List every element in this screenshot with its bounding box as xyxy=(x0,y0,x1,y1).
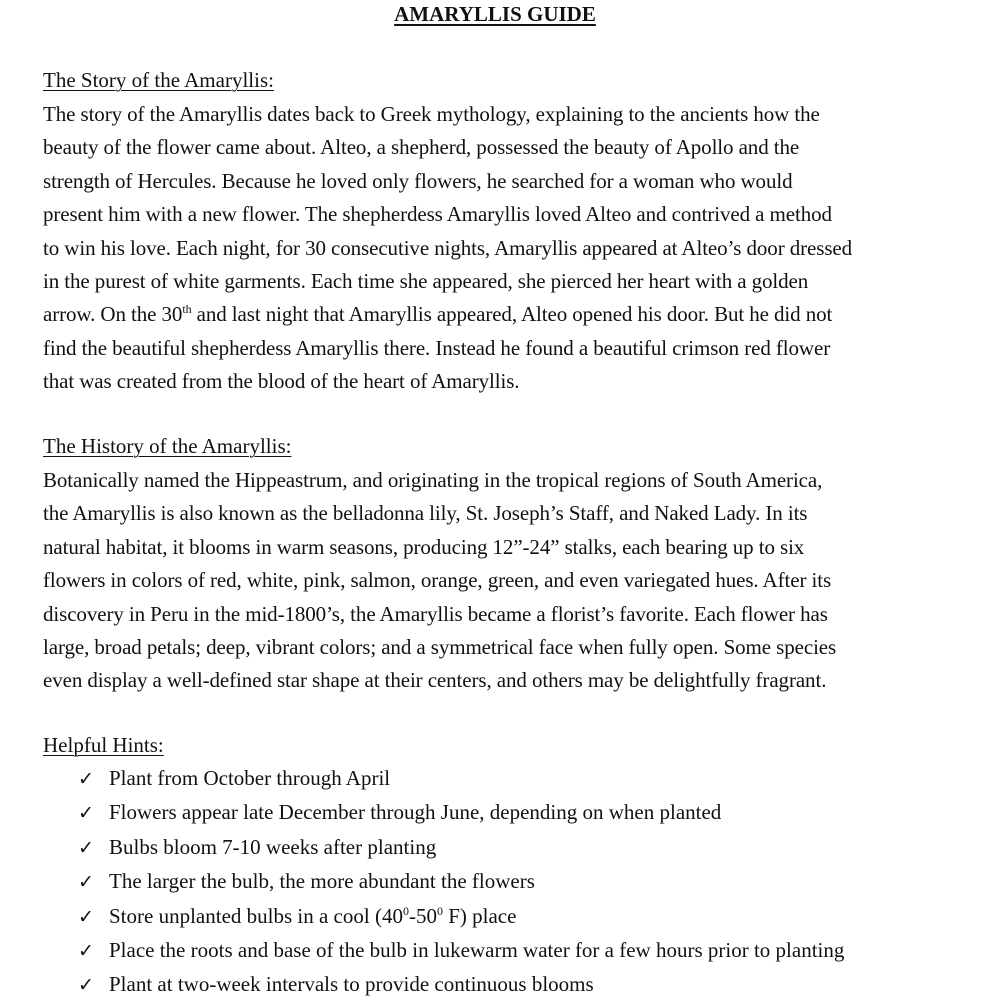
story-line xyxy=(43,298,973,331)
hint-text: Flowers appear late December through June, depending on when planted xyxy=(109,800,722,825)
hint-text-part: F) place xyxy=(442,903,517,928)
history-line: Botanically named the Hippeastrum, and originating in the tropical regions of South America, xyxy=(43,468,823,492)
hint-text: Plant from October through April xyxy=(109,766,391,790)
check-mark-icon: ✓ xyxy=(78,941,94,963)
story-line: beauty of the flower came about. Alteo, a shepherd, possessed the beauty of Apollo and the xyxy=(43,135,800,160)
hint-item xyxy=(78,900,844,934)
story-line-7-start: arrow. On the 30 xyxy=(43,302,183,327)
history-line: flowers in colors of red, white, pink, salmon, orange, green, and even variegated hues. After its xyxy=(43,568,832,593)
hint-text: Plant at two-week intervals to provide continuous blooms xyxy=(109,972,594,997)
history-paragraph xyxy=(43,464,973,698)
history-heading: The History of the Amaryllis: xyxy=(43,434,292,458)
check-mark-icon: ✓ xyxy=(78,872,94,894)
hint-item xyxy=(78,831,844,865)
history-line: large, broad petals; deep, vibrant colors; and a symmetrical face when fully open. Some species xyxy=(43,635,837,660)
hint-text-part: -50 xyxy=(408,903,437,928)
hint-item xyxy=(78,796,844,830)
check-mark-icon: ✓ xyxy=(78,803,94,825)
hint-item xyxy=(78,934,844,968)
hint-item xyxy=(78,865,844,899)
hint-text: Bulbs bloom 7-10 weeks after planting xyxy=(109,834,437,859)
history-line: natural habitat, it blooms in warm seasons, producing 12”-24” stalks, each bearing up to six xyxy=(43,534,805,559)
story-line-7-end: and last night that Amaryllis appeared, Alteo opened his door. But he did not xyxy=(191,302,833,327)
story-line: strength of Hercules. Because he loved only flowers, he searched for a woman who would xyxy=(43,168,793,193)
story-line: The story of the Amaryllis dates back to Greek mythology, explaining to the ancients how the xyxy=(43,102,820,126)
hints-heading: Helpful Hints: xyxy=(43,733,164,757)
degree-superscript: 0 xyxy=(436,903,443,918)
hint-text: Place the roots and base of the bulb in lukewarm water for a few hours prior to planting xyxy=(109,938,845,963)
check-mark-icon: ✓ xyxy=(78,906,94,928)
hint-text xyxy=(109,900,516,933)
check-mark-icon: ✓ xyxy=(78,837,94,859)
story-line: find the beautiful shepherdess Amaryllis there. Instead he found a beautiful crimson red flower xyxy=(43,335,831,360)
story-line: that was created from the blood of the heart of Amaryllis. xyxy=(43,369,520,394)
story-line: present him with a new flower. The shepherdess Amaryllis loved Alteo and contrived a method xyxy=(43,202,832,227)
hint-item xyxy=(78,968,844,1002)
story-paragraph xyxy=(43,98,973,399)
story-line: in the purest of white garments. Each time she appeared, she pierced her heart with a golden xyxy=(43,269,809,294)
hint-text-part: Store unplanted bulbs in a cool (40 xyxy=(109,903,403,928)
check-mark-icon: ✓ xyxy=(78,769,94,790)
hints-list xyxy=(78,762,844,1003)
check-mark-icon: ✓ xyxy=(78,975,94,997)
degree-superscript: 0 xyxy=(402,903,409,918)
ordinal-superscript: th xyxy=(182,302,192,317)
hint-text: The larger the bulb, the more abundant the flowers xyxy=(109,869,535,894)
story-line: to win his love. Each night, for 30 consecutive nights, Amaryllis appeared at Alteo’s door dressed xyxy=(43,235,853,260)
page-title: AMARYLLIS GUIDE xyxy=(394,2,596,26)
history-line: even display a well-defined star shape at their centers, and others may be delightfully fragrant. xyxy=(43,668,827,693)
story-heading: The Story of the Amaryllis: xyxy=(43,68,274,92)
hint-item xyxy=(78,762,844,796)
history-line: discovery in Peru in the mid-1800’s, the Amaryllis became a florist’s favorite. Each flower has xyxy=(43,601,828,626)
history-line: the Amaryllis is also known as the belladonna lily, St. Joseph’s Staff, and Naked Lady. In its xyxy=(43,501,808,526)
